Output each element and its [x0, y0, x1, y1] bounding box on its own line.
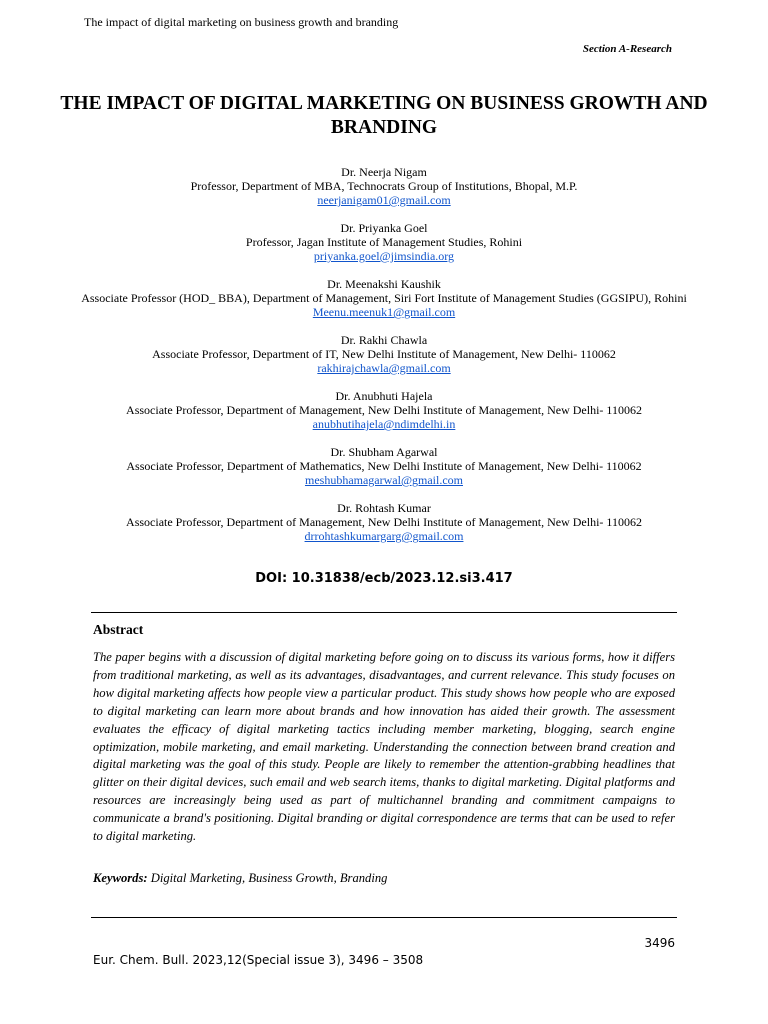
keywords-value: Digital Marketing, Business Growth, Branding [150, 871, 388, 885]
paper-title: THE IMPACT OF DIGITAL MARKETING ON BUSINESS GROWTH AND BRANDING [60, 93, 708, 138]
author-list [60, 165, 708, 557]
top-divider [91, 612, 677, 613]
author-affiliation: Associate Professor, Department of IT, New Delhi Institute of Management, New Delhi- 110062 [152, 347, 616, 361]
author-block [60, 277, 708, 319]
author-email-link[interactable]: meshubhamagarwal@gmail.com [304, 473, 463, 487]
bottom-divider [91, 917, 677, 918]
author-block [60, 333, 708, 375]
author-email-link[interactable]: neerjanigam01@gmail.com [317, 193, 451, 207]
author-name: Dr. Rohtash Kumar [337, 501, 431, 515]
abstract-text: The paper begins with a discussion of digital marketing before going on to discuss its various forms, how it differs from traditional marketing, as well as its advantages, disadvantages, and current relevance. This study focuses on how digital marketing affects how people view a particular product. This study shows how people who are exposed to digital marketing can learn more about brands and how innovation has aided their growth. The assessment evaluates the efficacy of digital marketing tactics including member marketing, blogging, search engine optimization, mobile marketing, and email marketing. Understanding the connection between brand creation and digital marketing was the goal of this study. People are likely to remember the attention-grabbing headlines that glitter on their digital devices, such email and web search items, thanks to digital marketing. Digital platforms and resources are increasingly being used as part of multichannel branding and commitment campaigns to communicate a brand's positioning. Digital branding or digital correspondence are terms that can be used to refer to digital marketing. [93, 650, 675, 844]
author-affiliation: Associate Professor, Department of Management, New Delhi Institute of Management, New Delhi- 110062 [126, 515, 642, 529]
author-name: Dr. Shubham Agarwal [330, 445, 438, 459]
author-affiliation: Associate Professor (HOD_ BBA), Department of Management, Siri Fort Institute of Management Studies (GGSIPU), Rohini [81, 291, 687, 305]
author-block [60, 445, 708, 487]
author-affiliation: Associate Professor, Department of Mathematics, New Delhi Institute of Management, New Delhi- 110062 [126, 459, 642, 473]
author-name: Dr. Anubhuti Hajela [335, 389, 433, 403]
author-affiliation: Professor, Jagan Institute of Management Studies, Rohini [245, 235, 523, 249]
author-email-link[interactable]: anubhutihajela@ndimdelhi.in [312, 417, 456, 431]
author-block [60, 501, 708, 543]
keywords-line [93, 871, 387, 886]
author-block [60, 165, 708, 207]
author-block [60, 389, 708, 431]
running-title: The impact of digital marketing on business growth and branding [84, 15, 399, 29]
author-name: Dr. Priyanka Goel [340, 221, 428, 235]
journal-citation: Eur. Chem. Bull. 2023,12(Special issue 3), 3496 – 3508 [93, 953, 424, 967]
section-label: Section A-Research [582, 43, 672, 55]
author-affiliation: Associate Professor, Department of Management, New Delhi Institute of Management, New Delhi- 110062 [126, 403, 642, 417]
author-email-link[interactable]: rakhirajchawla@gmail.com [317, 361, 451, 375]
author-block [60, 221, 708, 263]
keywords-label: Keywords: [93, 871, 148, 885]
page-number: 3496 [644, 936, 675, 950]
author-email-link[interactable]: priyanka.goel@jimsindia.org [313, 249, 455, 263]
abstract-heading: Abstract [93, 622, 144, 637]
doi-label: DOI: 10.31838/ecb/2023.12.si3.417 [255, 571, 513, 586]
author-email-link[interactable]: drrohtashkumargarg@gmail.com [304, 529, 464, 543]
author-name: Dr. Neerja Nigam [341, 165, 427, 179]
author-name: Dr. Rakhi Chawla [340, 333, 428, 347]
author-email-link[interactable]: Meenu.meenuk1@gmail.com [312, 305, 456, 319]
author-affiliation: Professor, Department of MBA, Technocrats Group of Institutions, Bhopal, M.P. [190, 179, 578, 193]
author-name: Dr. Meenakshi Kaushik [327, 277, 441, 291]
